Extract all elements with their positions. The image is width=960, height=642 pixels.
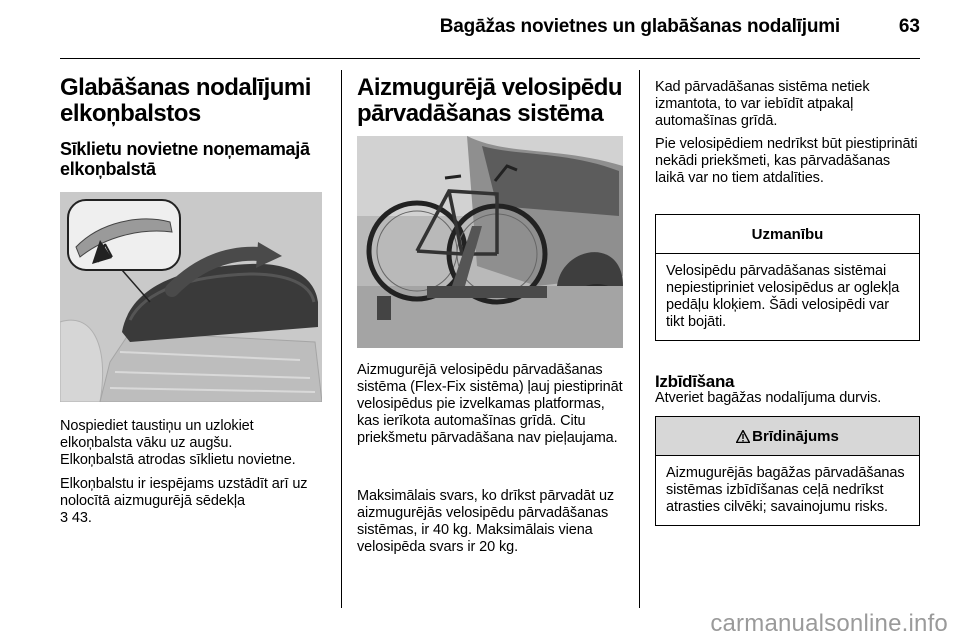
column-divider-2 (639, 70, 640, 608)
armrest-illustration (60, 192, 322, 402)
armrest-para-1-line-1: Nospiediet taustiņu un uzlokiet elkoņbalsta vāku uz augšu. (60, 418, 254, 451)
caution-box-title: Uzmanību (656, 215, 919, 254)
page-ref-arrow-icon: 3 (60, 510, 68, 526)
warning-box-text: Aizmugurējās bagāžas pārvadāšanas sistēmas izbīdīšanas ceļā nedrīkst atrasties cilvēki; savainojumu risks. (666, 465, 905, 515)
warning-box (655, 416, 920, 526)
storage-para-1: Kad pārvadāšanas sistēma netiek izmantota, to var iebīdīt atpakaļ automašīnas grīdā. (655, 79, 870, 129)
section-title-bike-carrier: Aizmugurējā velosipēdu pārvadāšanas sistēma (357, 74, 623, 127)
page-ref-number: 43. (71, 510, 92, 526)
armrest-para-1 (60, 418, 328, 469)
bike-carrier-para-1: Aizmugurējā velosipēdu pārvadāšanas sistēma (Flex-Fix sistēma) ļauj piestiprināt velosipēdus pie izvelkamas platformas, kas ierīkota automašīnas grīdā. Citu priekšmetu pārvadāšana nav pieļaujama. (357, 362, 623, 446)
page-number: 63 (898, 16, 920, 37)
subsection-title-extending: Izbīdīšana (655, 372, 735, 391)
extending-text: Atveriet bagāžas nodalījuma durvis. (655, 390, 882, 406)
section-title-armrest: Glabāšanas nodalījumi elkoņbalstos (60, 74, 311, 127)
header-title: Bagāžas novietnes un glabāšanas nodalījumi (439, 16, 840, 37)
warning-box-header (656, 417, 919, 456)
caution-box-text: Velosipēdu pārvadāšanas sistēmai nepiestipriniet velosipēdus ar oglekļa pedāļu kloķiem. Šādi velosipēdi var tikt bojāti. (666, 263, 900, 330)
watermark: carmanualsonline.info (710, 610, 948, 637)
warning-triangle-icon (736, 430, 750, 443)
subsection-title-armrest-box: Sīklietu novietne noņemamajā elkoņbalstā (60, 139, 310, 179)
column-divider-1 (341, 70, 342, 608)
armrest-para-2 (60, 476, 322, 527)
storage-para-2: Pie velosipēdiem nedrīkst būt piestiprināti nekādi priekšmeti, kas pārvadāšanas laikā var no tiem atdalīties. (655, 136, 918, 186)
bike-carrier-photo (357, 136, 623, 348)
warning-box-title: Brīdinājums (752, 427, 839, 445)
page-header (0, 0, 960, 52)
armrest-drawing (60, 192, 322, 402)
caution-box (655, 214, 920, 341)
armrest-para-2-text: Elkoņbalstu ir iespējams uzstādīt arī uz nolocītā aizmugurējā sēdekļa (60, 476, 308, 509)
armrest-para-1-line-2: Elkoņbalstā atrodas sīklietu novietne. (60, 452, 296, 468)
bike-carrier-para-2: Maksimālais svars, ko drīkst pārvadāt uz aizmugurējās velosipēdu pārvadāšanas sistēmas, ir 40 kg. Maksimālais viena velosipēda svars ir 20 kg. (357, 488, 615, 555)
header-rule (60, 58, 920, 59)
bike-carrier-drawing (357, 136, 623, 348)
